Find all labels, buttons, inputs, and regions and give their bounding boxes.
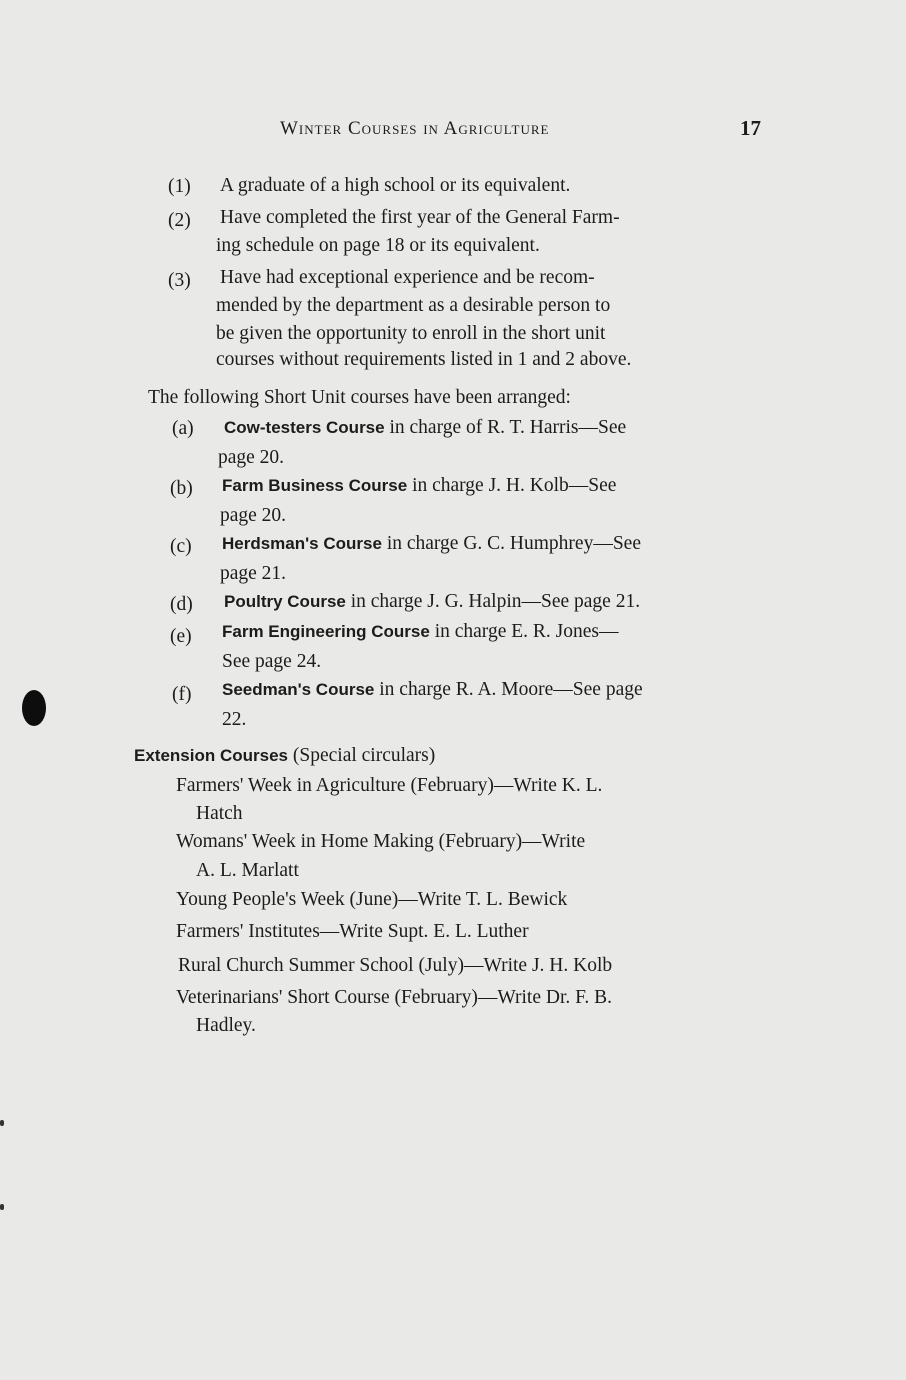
extension-line2: Hadley. — [196, 1015, 256, 1036]
edge-mark — [0, 1120, 4, 1126]
short-unit-intro: The following Short Unit courses have been arranged: — [148, 387, 571, 408]
course-detail: in charge of R. T. Harris—See — [389, 417, 627, 438]
course-name: Cow-testers Course — [224, 418, 385, 437]
extension-heading: Extension Courses — [134, 746, 288, 765]
course-detail: in charge J. G. Halpin—See page 21. — [350, 591, 641, 612]
course-line2: page 20. — [218, 447, 285, 468]
page-header — [0, 116, 906, 146]
course-name: Farm Business Course — [222, 476, 408, 495]
extension-line: Farmers' Week in Agriculture (February)—Write K. L. — [176, 775, 603, 796]
course-detail: in charge E. R. Jones— — [434, 621, 619, 642]
course-name: Poultry Course — [224, 592, 346, 611]
course-line — [224, 588, 640, 616]
item-text: mended by the department as a desirable person to — [216, 295, 611, 316]
course-name: Seedman's Course — [222, 680, 375, 699]
course-detail: in charge R. A. Moore—See page — [379, 679, 643, 700]
item-label: (a) — [172, 418, 194, 439]
running-head: Winter Courses in Agriculture — [280, 118, 550, 139]
item-text: be given the opportunity to enroll in the short unit — [216, 323, 606, 344]
course-line — [222, 676, 643, 704]
course-line — [222, 618, 618, 646]
page-number: 17 — [740, 116, 761, 140]
item-label: (e) — [170, 626, 192, 647]
course-name: Herdsman's Course — [222, 534, 382, 553]
item-label: (b) — [170, 478, 193, 499]
extension-heading-line — [134, 742, 435, 770]
extension-line: Young People's Week (June)—Write T. L. Bewick — [176, 889, 568, 910]
item-label: (d) — [170, 594, 193, 615]
extension-line: Womans' Week in Home Making (February)—Write — [176, 831, 586, 852]
course-detail: in charge G. C. Humphrey—See — [386, 533, 641, 554]
item-label: (c) — [170, 536, 192, 557]
course-line — [222, 530, 641, 558]
item-text: Have completed the first year of the General Farm- — [220, 207, 620, 228]
item-label: (2) — [168, 210, 191, 231]
item-text: Have had exceptional experience and be recom- — [220, 267, 595, 288]
item-label: (f) — [172, 684, 192, 705]
item-text: ing schedule on page 18 or its equivalent. — [216, 235, 540, 256]
course-line2: page 21. — [220, 563, 287, 584]
item-text: A graduate of a high school or its equivalent. — [220, 175, 571, 196]
course-line2: 22. — [222, 709, 247, 730]
item-label: (1) — [168, 176, 191, 197]
extension-line: Farmers' Institutes—Write Supt. E. L. Luther — [176, 921, 529, 942]
extension-line: Rural Church Summer School (July)—Write J. H. Kolb — [178, 955, 613, 976]
extension-line2: A. L. Marlatt — [196, 860, 299, 881]
course-line — [222, 472, 616, 500]
item-text: courses without requirements listed in 1 and 2 above. — [216, 349, 632, 370]
course-line — [224, 414, 626, 442]
extension-line2: Hatch — [196, 803, 243, 824]
extension-note: (Special circulars) — [292, 745, 436, 766]
course-line2: page 20. — [220, 505, 287, 526]
binding-hole-mark — [22, 690, 46, 726]
course-detail: in charge J. H. Kolb—See — [412, 475, 617, 496]
course-line2: See page 24. — [222, 651, 322, 672]
edge-mark — [0, 1204, 4, 1210]
item-label: (3) — [168, 270, 191, 291]
course-name: Farm Engineering Course — [222, 622, 430, 641]
extension-line: Veterinarians' Short Course (February)—Write Dr. F. B. — [176, 987, 613, 1008]
